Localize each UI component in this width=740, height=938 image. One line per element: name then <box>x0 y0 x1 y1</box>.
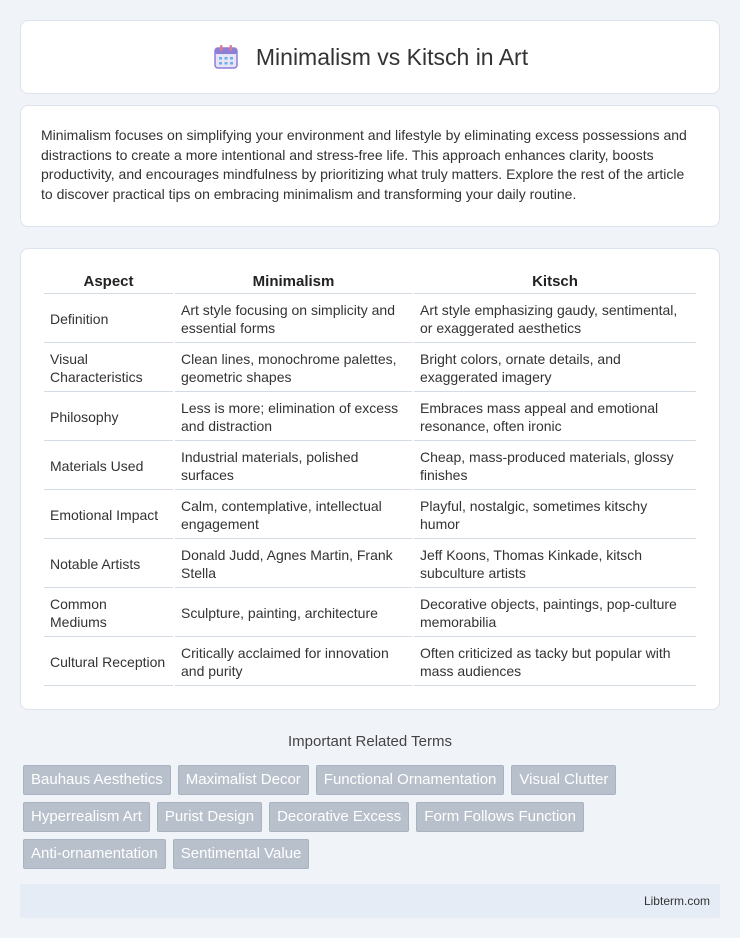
related-term-tag[interactable]: Functional Ornamentation <box>316 765 505 795</box>
related-terms-list <box>20 765 720 869</box>
kitsch-cell: Cheap, mass-produced materials, glossy finishes <box>414 443 696 490</box>
table-row <box>44 541 696 588</box>
kitsch-cell: Decorative objects, paintings, pop-culture memorabilia <box>414 590 696 637</box>
kitsch-cell: Playful, nostalgic, sometimes kitschy humor <box>414 492 696 539</box>
related-term-tag[interactable]: Form Follows Function <box>416 802 584 832</box>
aspect-cell: Philosophy <box>44 394 173 441</box>
related-term-tag[interactable]: Bauhaus Aesthetics <box>23 765 171 795</box>
related-term-tag[interactable]: Hyperrealism Art <box>23 802 150 832</box>
kitsch-cell: Jeff Koons, Thomas Kinkade, kitsch subculture artists <box>414 541 696 588</box>
page-title: Minimalism vs Kitsch in Art <box>255 43 529 70</box>
comparison-table <box>42 267 698 688</box>
column-header-aspect: Aspect <box>44 269 173 294</box>
minimalism-cell: Industrial materials, polished surfaces <box>175 443 412 490</box>
related-term-tag[interactable]: Anti-ornamentation <box>23 839 166 869</box>
minimalism-cell: Donald Judd, Agnes Martin, Frank Stella <box>175 541 412 588</box>
related-term-tag[interactable]: Purist Design <box>157 802 262 832</box>
calendar-icon <box>212 43 240 71</box>
table-row <box>44 394 696 441</box>
comparison-table-card <box>20 248 720 710</box>
aspect-cell: Materials Used <box>44 443 173 490</box>
aspect-cell: Cultural Reception <box>44 639 173 686</box>
related-term-tag[interactable]: Sentimental Value <box>173 839 310 869</box>
column-header-minimalism: Minimalism <box>175 269 412 294</box>
minimalism-cell: Calm, contemplative, intellectual engagement <box>175 492 412 539</box>
intro-text: Minimalism focuses on simplifying your environment and lifestyle by eliminating excess possessions and distractions to create a more intentional and stress-free life. This approach enhances clarity, boosts productivity, and encourages mindfulness by prioritizing what truly matters. Explore the rest of the article to discover practical tips on embracing minimalism and transforming your daily routine. <box>41 127 687 202</box>
column-header-kitsch: Kitsch <box>414 269 696 294</box>
minimalism-cell: Sculpture, painting, architecture <box>175 590 412 637</box>
minimalism-cell: Art style focusing on simplicity and essential forms <box>175 296 412 343</box>
aspect-cell: Visual Characteristics <box>44 345 173 392</box>
table-header-row <box>44 269 696 294</box>
related-term-tag[interactable]: Decorative Excess <box>269 802 409 832</box>
minimalism-cell: Critically acclaimed for innovation and purity <box>175 639 412 686</box>
minimalism-cell: Less is more; elimination of excess and distraction <box>175 394 412 441</box>
kitsch-cell: Art style emphasizing gaudy, sentimental, or exaggerated aesthetics <box>414 296 696 343</box>
aspect-cell: Definition <box>44 296 173 343</box>
aspect-cell: Emotional Impact <box>44 492 173 539</box>
table-row <box>44 590 696 637</box>
table-row <box>44 296 696 343</box>
footer <box>20 884 720 918</box>
related-term-tag[interactable]: Visual Clutter <box>511 765 616 795</box>
table-row <box>44 639 696 686</box>
kitsch-cell: Bright colors, ornate details, and exaggerated imagery <box>414 345 696 392</box>
related-term-tag[interactable]: Maximalist Decor <box>178 765 309 795</box>
footer-brand-link[interactable]: Libterm.com <box>643 894 710 908</box>
minimalism-cell: Clean lines, monochrome palettes, geometric shapes <box>175 345 412 392</box>
title-card <box>20 20 720 94</box>
table-row <box>44 492 696 539</box>
related-terms-heading: Important Related Terms <box>288 733 452 750</box>
intro-card <box>20 105 720 227</box>
kitsch-cell: Often criticized as tacky but popular with mass audiences <box>414 639 696 686</box>
table-row <box>44 443 696 490</box>
aspect-cell: Common Mediums <box>44 590 173 637</box>
kitsch-cell: Embraces mass appeal and emotional resonance, often ironic <box>414 394 696 441</box>
table-row <box>44 345 696 392</box>
aspect-cell: Notable Artists <box>44 541 173 588</box>
